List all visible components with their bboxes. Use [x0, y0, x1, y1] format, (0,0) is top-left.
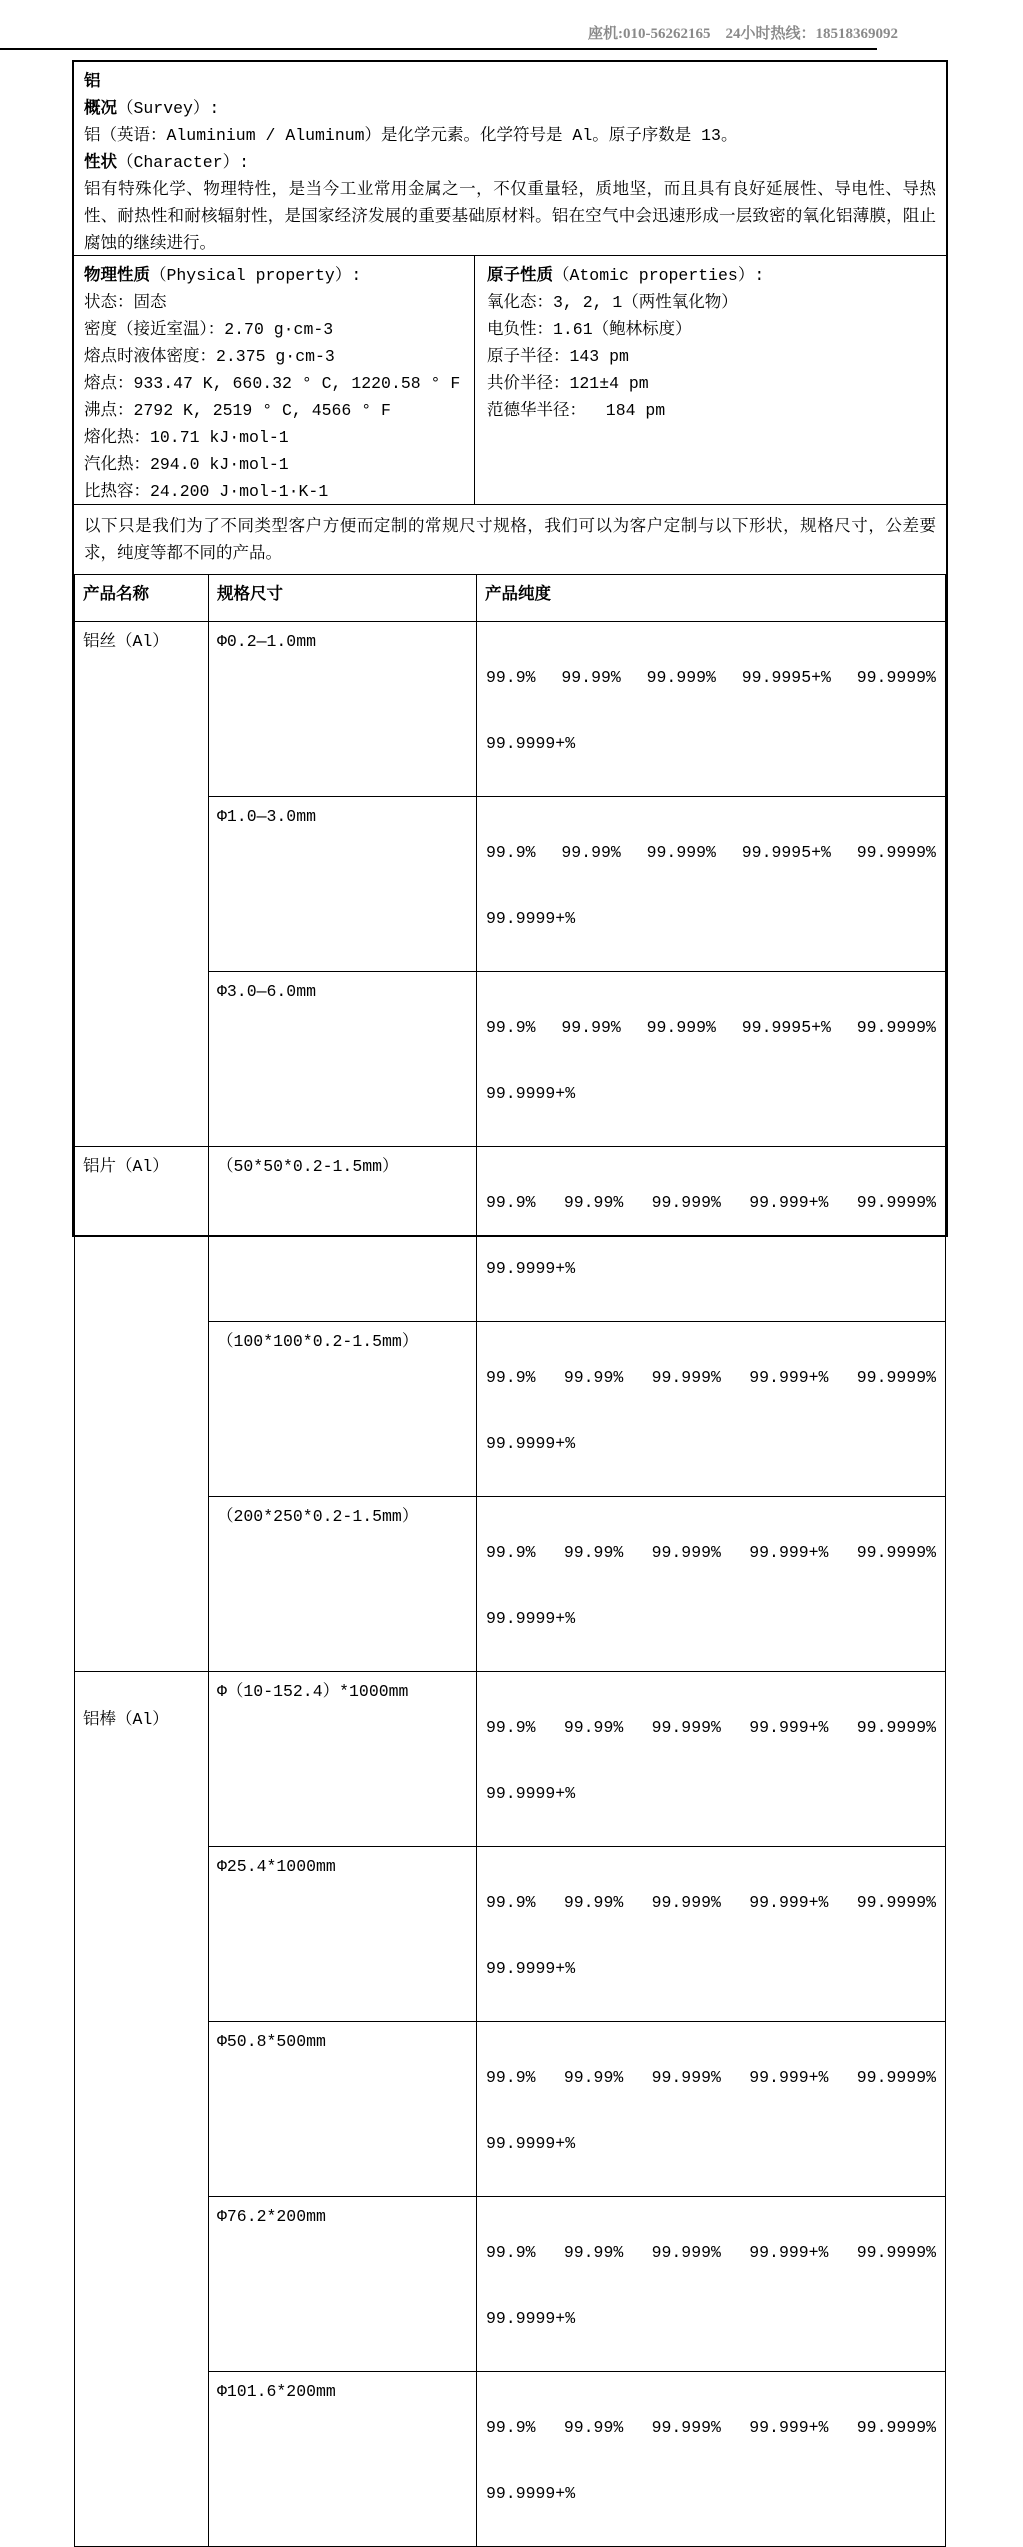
physical-properties-section: [74, 256, 475, 504]
purity-line1: [486, 1014, 936, 1042]
purity-line2: 99.9999+%: [486, 1434, 576, 1453]
physical-property-line: 比热容：24.200 J·mol-1·K-1: [84, 482, 329, 501]
purity-value: 99.999+%: [749, 1543, 829, 1562]
purity-cell: [477, 2022, 946, 2197]
physical-property-line: 汽化热：294.0 kJ·mol-1: [84, 455, 289, 474]
purity-cell: [477, 1847, 946, 2022]
purity-value: 99.99%: [561, 1018, 621, 1037]
table-row: [75, 1672, 946, 1847]
atomic-property-line: 共价半径：121±4 pm: [487, 374, 649, 393]
purity-value: 99.999+%: [749, 2418, 829, 2437]
purity-value: 99.9%: [486, 1543, 536, 1562]
purity-value: 99.999%: [651, 1718, 721, 1737]
purity-value: 99.99%: [563, 1193, 624, 1212]
purity-value: 99.99%: [563, 1543, 624, 1562]
purity-value: 99.9%: [486, 1018, 536, 1037]
purity-value: 99.9999%: [856, 668, 936, 687]
physical-property-line: 沸点：2792 K, 2519 ° C, 4566 ° F: [84, 401, 391, 420]
atomic-properties-heading: [487, 262, 938, 289]
purity-line2: 99.9999+%: [486, 909, 576, 928]
header-divider: [0, 48, 877, 50]
purity-value: 99.999+%: [749, 2243, 829, 2262]
product-group-name: 铝片（Al）: [75, 1147, 209, 1672]
physical-property-line: 密度（接近室温）：2.70 g·cm-3: [84, 320, 334, 339]
purity-cell: [477, 2372, 946, 2547]
spec-cell: Φ76.2*200mm: [209, 2197, 477, 2372]
purity-value: 99.999%: [651, 1368, 721, 1387]
purity-value: 99.9%: [486, 843, 536, 862]
purity-value: 99.9%: [486, 2243, 536, 2262]
purity-value: 99.9999%: [856, 1718, 936, 1737]
col-header-product-name: 产品名称: [75, 575, 209, 622]
purity-value: 99.9999%: [856, 2418, 936, 2437]
purity-value: 99.999%: [651, 2243, 721, 2262]
character-heading: [84, 149, 936, 176]
purity-value: 99.99%: [563, 2418, 624, 2437]
purity-line2: 99.9999+%: [486, 1784, 576, 1803]
element-name: 铝: [84, 72, 101, 91]
purity-line2: 99.9999+%: [486, 1084, 576, 1103]
purity-value: 99.99%: [563, 1368, 624, 1387]
survey-label: 概况: [84, 99, 117, 118]
purity-value: 99.999%: [651, 1543, 721, 1562]
purity-value: 99.9999%: [856, 1893, 936, 1912]
purity-line1: [486, 2414, 936, 2442]
purity-value: 99.99%: [563, 2068, 624, 2087]
atomic-property-line: 范德华半径： 184 pm: [487, 401, 666, 420]
purity-line2: 99.9999+%: [486, 2309, 576, 2328]
purity-line1: [486, 1889, 936, 1917]
purity-cell: [477, 622, 946, 797]
purity-line2: 99.9999+%: [486, 1259, 576, 1278]
purity-value: 99.99%: [563, 1718, 624, 1737]
survey-heading: [84, 95, 936, 122]
purity-value: 99.9%: [486, 1718, 536, 1737]
purity-value: 99.999%: [646, 1018, 716, 1037]
purity-line1: [486, 839, 936, 867]
purity-value: 99.9999%: [856, 843, 936, 862]
custom-note-section: [74, 505, 946, 574]
spec-cell: Φ1.0—3.0mm: [209, 797, 477, 972]
purity-value: 99.9999%: [856, 2068, 936, 2087]
purity-value: 99.9999%: [856, 1193, 936, 1212]
physical-properties-title: 物理性质: [84, 266, 150, 285]
purity-value: 99.99%: [563, 2243, 624, 2262]
purity-line1: [486, 1189, 936, 1217]
document-box: [72, 60, 948, 2503]
element-title: [84, 68, 936, 95]
spec-cell: Φ101.6*200mm: [209, 2372, 477, 2547]
spec-cell: Φ（10-152.4）*1000mm: [209, 1672, 477, 1847]
properties-section: [74, 256, 946, 505]
purity-value: 99.999+%: [749, 1368, 829, 1387]
purity-value: 99.99%: [561, 668, 621, 687]
col-header-spec: 规格尺寸: [209, 575, 477, 622]
purity-value: 99.99%: [561, 843, 621, 862]
purity-line1: [486, 1714, 936, 1742]
physical-properties-title-suffix: （Physical property）:: [150, 266, 362, 285]
purity-line2: 99.9999+%: [486, 2484, 576, 2503]
purity-value: 99.9%: [486, 668, 536, 687]
physical-properties-heading: [84, 262, 466, 289]
purity-value: 99.9995+%: [741, 668, 831, 687]
product-group-name: 铝棒（Al）: [75, 1672, 209, 2547]
purity-value: 99.999%: [651, 1893, 721, 1912]
purity-cell: [477, 1497, 946, 1672]
survey-description: 铝（英语：Aluminium / Aluminum）是化学元素。化学符号是 Al。原子序数是 13。: [84, 126, 738, 145]
purity-value: 99.9999%: [856, 1018, 936, 1037]
product-group-name: 铝丝（Al）: [75, 622, 209, 1147]
purity-cell: [477, 797, 946, 972]
purity-value: 99.9995+%: [741, 843, 831, 862]
purity-value: 99.9999%: [856, 1368, 936, 1387]
products-header-row: [75, 575, 946, 622]
purity-line2: 99.9999+%: [486, 1609, 576, 1628]
character-label: 性状: [84, 153, 117, 172]
purity-line2: 99.9999+%: [486, 1959, 576, 1978]
table-row: [75, 622, 946, 797]
purity-value: 99.9995+%: [741, 1018, 831, 1037]
purity-line1: [486, 1364, 936, 1392]
purity-line2: 99.9999+%: [486, 734, 576, 753]
spec-cell: （200*250*0.2-1.5mm）: [209, 1497, 477, 1672]
physical-property-line: 熔点时液体密度：2.375 g·cm-3: [84, 347, 335, 366]
purity-value: 99.999%: [646, 843, 716, 862]
purity-value: 99.999%: [651, 1193, 721, 1212]
purity-cell: [477, 1322, 946, 1497]
purity-value: 99.9%: [486, 1193, 536, 1212]
character-description: 铝有特殊化学、物理特性，是当今工业常用金属之一，不仅重量轻，质地坚，而且具有良好延展性、导电性、导热性、耐热性和耐核辐射性，是国家经济发展的重要基础原材料。铝在空气中会迅速形成一层致密的氧化铝薄膜，阻止腐蚀的继续进行。: [84, 180, 936, 253]
purity-value: 99.9999%: [856, 2243, 936, 2262]
purity-value: 99.999%: [651, 2418, 721, 2437]
survey-label-suffix: （Survey）:: [117, 99, 220, 118]
atomic-property-line: 氧化态：3, 2, 1（两性氧化物）: [487, 293, 738, 312]
purity-value: 99.999+%: [749, 1193, 829, 1212]
atomic-properties-title-suffix: （Atomic properties）:: [553, 266, 765, 285]
spec-cell: （100*100*0.2-1.5mm）: [209, 1322, 477, 1497]
custom-note: 以下只是我们为了不同类型客户方便而定制的常规尺寸规格，我们可以为客户定制与以下形状，规格尺寸，公差要求，纯度等都不同的产品。: [84, 517, 936, 563]
spec-cell: Φ25.4*1000mm: [209, 1847, 477, 2022]
purity-value: 99.9%: [486, 1368, 536, 1387]
physical-property-line: 状态：固态: [84, 293, 167, 312]
purity-cell: [477, 1672, 946, 1847]
spec-cell: Φ0.2—1.0mm: [209, 622, 477, 797]
purity-line1: [486, 664, 936, 692]
purity-value: 99.999%: [651, 2068, 721, 2087]
character-label-suffix: （Character）:: [117, 153, 250, 172]
purity-line1: [486, 2064, 936, 2092]
col-header-purity: 产品纯度: [477, 575, 946, 622]
purity-value: 99.99%: [563, 1893, 624, 1912]
purity-value: 99.999+%: [749, 1893, 829, 1912]
purity-value: 99.9%: [486, 1893, 536, 1912]
purity-value: 99.9%: [486, 2418, 536, 2437]
intro-section: [74, 62, 946, 256]
contact-info: 座机:010-56262165 24小时热线：18518369092: [588, 26, 898, 42]
atomic-properties-section: [475, 256, 946, 504]
purity-cell: [477, 1147, 946, 1322]
purity-line2: 99.9999+%: [486, 2134, 576, 2153]
atomic-properties-title: 原子性质: [487, 266, 553, 285]
purity-value: 99.9999%: [856, 1543, 936, 1562]
purity-value: 99.9%: [486, 2068, 536, 2087]
purity-value: 99.999+%: [749, 2068, 829, 2087]
purity-value: 99.999%: [646, 668, 716, 687]
physical-property-line: 熔化热：10.71 kJ·mol-1: [84, 428, 289, 447]
page-header: [0, 0, 1023, 50]
products-table: [74, 574, 946, 2547]
purity-cell: [477, 2197, 946, 2372]
spec-cell: （50*50*0.2-1.5mm）: [209, 1147, 477, 1322]
table-row: [75, 1147, 946, 1322]
purity-line1: [486, 1539, 936, 1567]
atomic-property-line: 原子半径：143 pm: [487, 347, 629, 366]
spec-cell: Φ50.8*500mm: [209, 2022, 477, 2197]
atomic-property-line: 电负性：1.61（鲍林标度）: [487, 320, 692, 339]
purity-value: 99.999+%: [749, 1718, 829, 1737]
purity-line1: [486, 2239, 936, 2267]
purity-cell: [477, 972, 946, 1147]
physical-property-line: 熔点：933.47 K, 660.32 ° C, 1220.58 ° F: [84, 374, 461, 393]
spec-cell: Φ3.0—6.0mm: [209, 972, 477, 1147]
